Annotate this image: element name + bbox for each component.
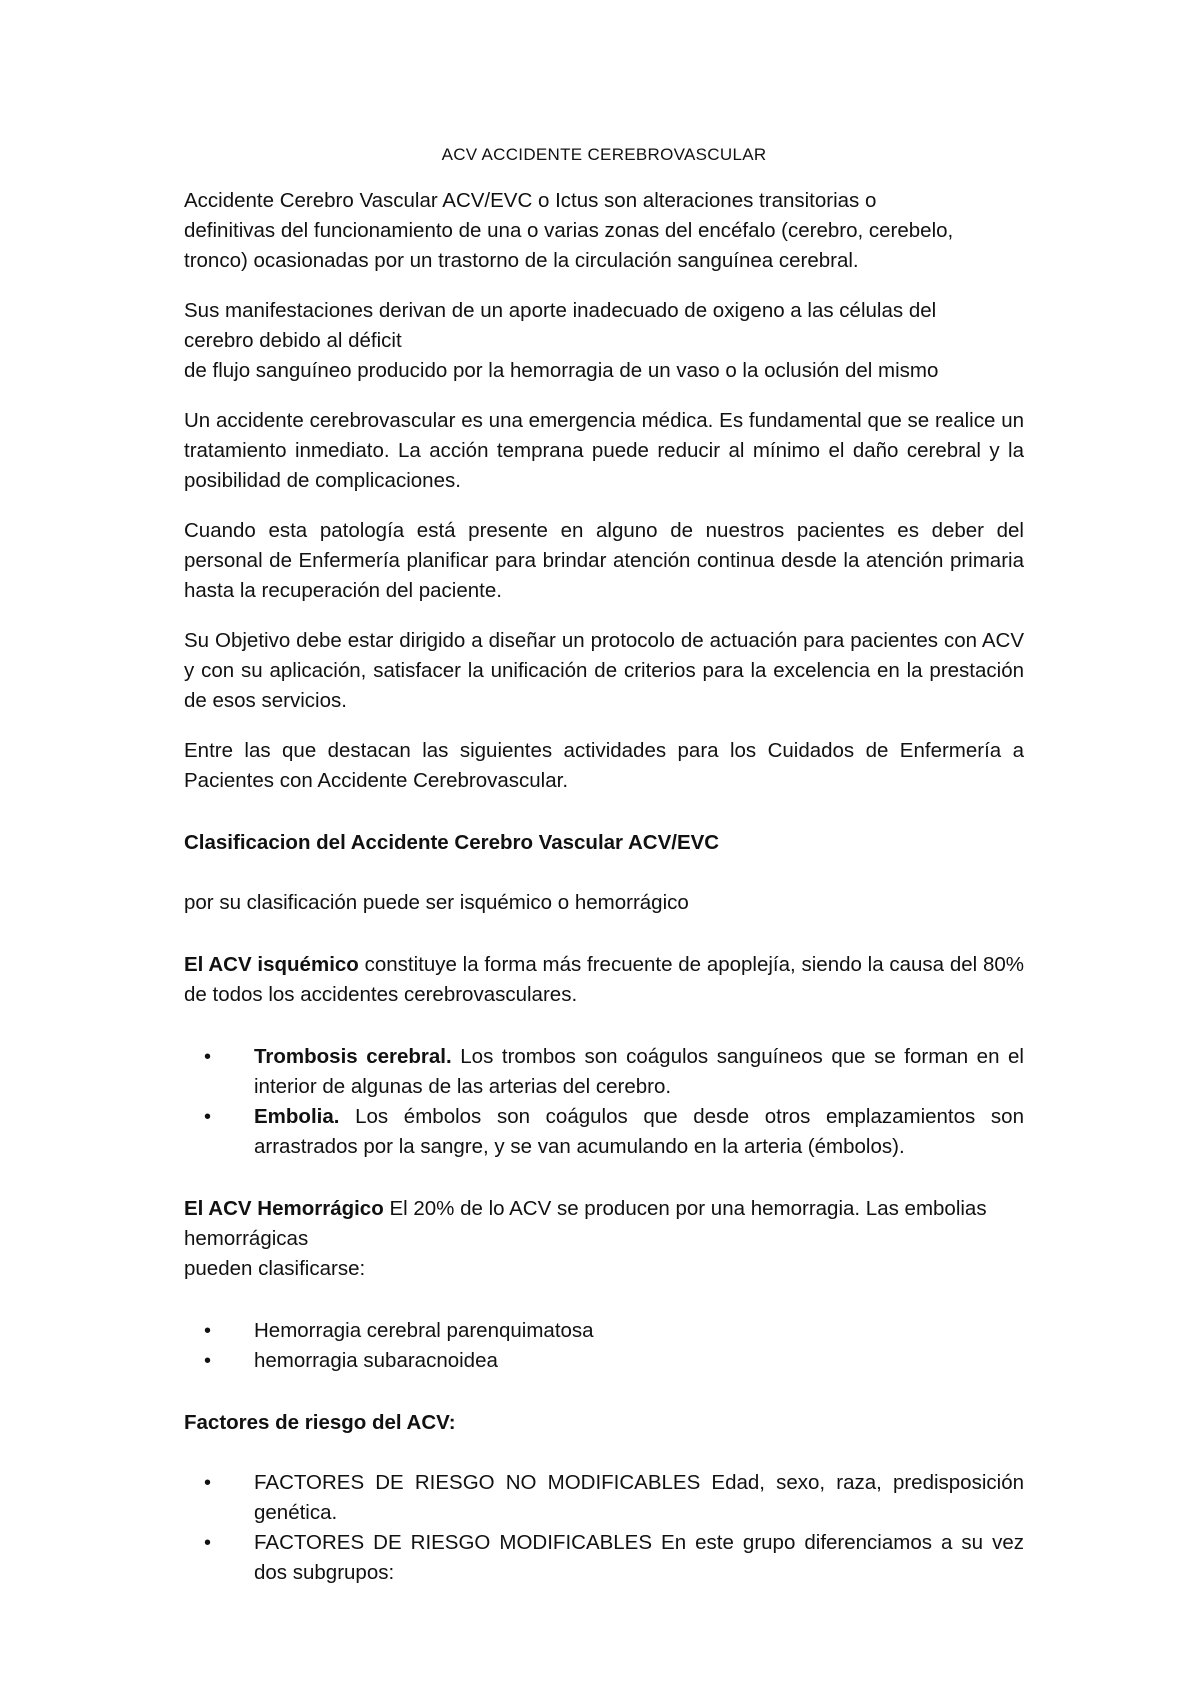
hemorragico-line: [184, 1194, 1024, 1224]
list-item: [184, 1042, 1024, 1102]
emergencia-paragraph: Un accidente cerebrovascular es una emergencia médica. Es fundamental que se realice un tratamiento inmediato. La acción temprana puede reducir al mínimo el daño cerebral y la posibilidad de complicaciones.: [184, 409, 1024, 492]
manifestaciones-line: cerebro debido al déficit: [184, 329, 402, 352]
list-item: [184, 1346, 1024, 1376]
isquemico-paragraph: [184, 950, 1024, 1010]
hemorragico-label: El ACV Hemorrágico: [184, 1197, 384, 1220]
list-item: [184, 1528, 1024, 1588]
list-item-text: Los trombos son coágulos sanguíneos que se forman en el interior de algunas de las arterias del cerebro.: [254, 1045, 1024, 1098]
list-item-text: hemorragia subaracnoidea: [254, 1349, 498, 1372]
page-title: ACV ACCIDENTE CEREBROVASCULAR: [441, 145, 767, 164]
bullet-icon: •: [204, 1046, 212, 1068]
intro-paragraph: [184, 186, 1024, 276]
list-item-text: FACTORES DE RIESGO MODIFICABLES En este grupo diferenciamos a su vez dos subgrupos:: [254, 1531, 1024, 1584]
list-item-text: FACTORES DE RIESGO NO MODIFICABLES Edad, sexo, raza, predisposición genética.: [254, 1471, 1024, 1524]
bullet-icon: •: [204, 1532, 212, 1554]
list-item-text: Hemorragia cerebral parenquimatosa: [254, 1319, 594, 1342]
bullet-icon: •: [204, 1106, 212, 1128]
isquemico-list: [184, 1042, 1024, 1162]
factores-heading: Factores de riesgo del ACV:: [184, 1411, 456, 1434]
hemorragico-paragraph: [184, 1194, 1024, 1284]
manifestaciones-line: Sus manifestaciones derivan de un aporte inadecuado de oxigeno a las células del: [184, 299, 937, 322]
isquemico-label: El ACV isquémico: [184, 953, 359, 976]
manifestaciones-paragraph: [184, 296, 1024, 386]
bullet-icon: •: [204, 1320, 212, 1342]
actividades-paragraph: Entre las que destacan las siguientes actividades para los Cuidados de Enfermería a Pacientes con Accidente Cerebrovascular.: [184, 739, 1024, 792]
bullet-icon: •: [204, 1472, 212, 1494]
document-body: [184, 142, 1024, 1610]
hemorragico-line: hemorrágicas: [184, 1227, 309, 1250]
list-item: [184, 1102, 1024, 1162]
list-item-label: Embolia.: [254, 1105, 340, 1128]
bullet-icon: •: [204, 1350, 212, 1372]
objetivo-paragraph: Su Objetivo debe estar dirigido a diseñar un protocolo de actuación para pacientes con ACV y con su aplicación, satisfacer la unificación de criterios para la excelencia en la prestación de esos servicios.: [184, 629, 1024, 712]
factores-list: [184, 1468, 1024, 1588]
hemorragico-list: [184, 1316, 1024, 1376]
hemorragico-text: El 20% de lo ACV se producen por una hemorragia. Las embolias: [383, 1197, 987, 1220]
clasificacion-text: por su clasificación puede ser isquémico o hemorrágico: [184, 891, 689, 914]
list-item: [184, 1316, 1024, 1346]
clasificacion-heading: Clasificacion del Accidente Cerebro Vascular ACV/EVC: [184, 831, 720, 854]
list-item-text: Los émbolos son coágulos que desde otros emplazamientos son arrastrados por la sangre, y se van acumulando en la arteria (émbolos).: [254, 1105, 1024, 1158]
enfermeria-paragraph: Cuando esta patología está presente en alguno de nuestros pacientes es deber del personal de Enfermería planificar para brindar atención continua desde la atención primaria hasta la recuperación del paciente.: [184, 519, 1024, 602]
intro-line: Accidente Cerebro Vascular ACV/EVC o Ictus son alteraciones transitorias o: [184, 189, 877, 212]
intro-line: definitivas del funcionamiento de una o varias zonas del encéfalo (cerebro, cerebelo,: [184, 219, 954, 242]
list-item: [184, 1468, 1024, 1528]
intro-line: tronco) ocasionadas por un trastorno de la circulación sanguínea cerebral.: [184, 249, 859, 272]
isquemico-text: constituye la forma más frecuente de apoplejía, siendo la causa del 80% de todos los accidentes cerebrovasculares.: [184, 953, 1024, 1006]
list-item-label: Trombosis cerebral.: [254, 1045, 452, 1068]
manifestaciones-line: de flujo sanguíneo producido por la hemorragia de un vaso o la oclusión del mismo: [184, 359, 939, 382]
hemorragico-line: pueden clasificarse:: [184, 1257, 366, 1280]
